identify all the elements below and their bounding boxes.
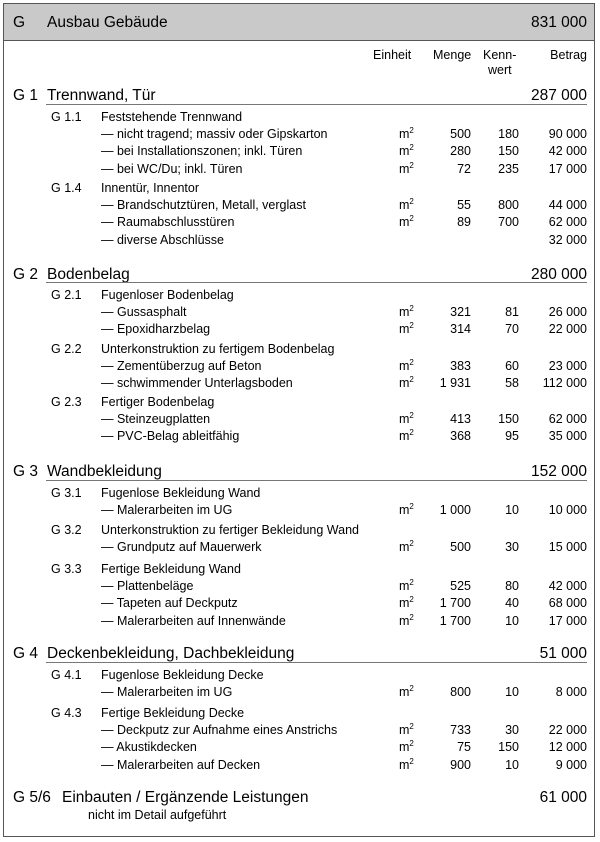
group-code: G 1.1 — [51, 110, 82, 124]
item-quantity: 900 — [450, 758, 471, 772]
unit-exponent: 2 — [409, 721, 414, 731]
item-kennwert: 10 — [505, 685, 519, 699]
group-title: Fugenlose Bekleidung Decke — [101, 668, 264, 682]
item-quantity: 1 700 — [439, 614, 471, 628]
item-label: — Malerarbeiten auf Decken — [101, 758, 261, 772]
unit-base: m — [399, 740, 410, 754]
item-amount: 23 000 — [548, 359, 587, 373]
item-kennwert: 700 — [498, 215, 519, 229]
header-code: G — [13, 14, 26, 31]
unit-base: m — [399, 215, 410, 229]
unit-base: m — [399, 596, 410, 610]
item-unit — [399, 577, 414, 593]
item-label: — Malerarbeiten im UG — [101, 503, 233, 517]
item-quantity: 1 700 — [439, 596, 471, 610]
unit-exponent: 2 — [409, 612, 414, 622]
item-quantity: 55 — [457, 198, 471, 212]
item-label: — PVC-Belag ableitfähig — [101, 429, 240, 443]
item-unit — [399, 196, 414, 212]
section-title: Bodenbelag — [47, 266, 130, 283]
unit-base: m — [399, 198, 410, 212]
col-qty: Menge — [433, 48, 472, 62]
item-kennwert: 800 — [498, 198, 519, 212]
unit-exponent: 2 — [409, 738, 414, 748]
unit-exponent: 2 — [409, 756, 414, 766]
item-label: — Brandschutztüren, Metall, verglast — [101, 198, 306, 212]
section-code: G 3 — [13, 463, 38, 480]
item-quantity: 800 — [450, 685, 471, 699]
item-amount: 42 000 — [548, 579, 587, 593]
group-code: G 3.1 — [51, 486, 82, 500]
group-title: Feststehende Trennwand — [101, 110, 243, 124]
item-label: — bei Installationszonen; inkl. Türen — [101, 144, 303, 158]
item-kennwert: 150 — [498, 740, 519, 754]
group-title: Fertige Bekleidung Decke — [101, 706, 245, 720]
item-amount: 9 000 — [555, 758, 587, 772]
unit-base: m — [399, 758, 410, 772]
item-amount: 32 000 — [548, 233, 587, 247]
item-amount: 68 000 — [548, 596, 587, 610]
header-title: Ausbau Gebäude — [47, 14, 168, 31]
item-quantity: 280 — [450, 144, 471, 158]
item-amount: 8 000 — [555, 685, 587, 699]
item-unit — [399, 594, 414, 610]
unit-exponent: 2 — [409, 410, 414, 420]
unit-base: m — [399, 685, 410, 699]
section-title: Wandbekleidung — [47, 463, 162, 480]
item-unit — [399, 612, 414, 628]
item-kennwert: 58 — [505, 376, 519, 390]
item-quantity: 314 — [450, 322, 471, 336]
unit-base: m — [399, 144, 410, 158]
item-kennwert: 30 — [505, 723, 519, 737]
item-unit — [399, 142, 414, 158]
cost-sheet — [3, 3, 595, 837]
item-label: — Deckputz zur Aufnahme eines Anstrichs — [101, 723, 338, 737]
item-kennwert: 235 — [498, 162, 519, 176]
item-amount: 62 000 — [548, 412, 587, 426]
unit-base: m — [399, 322, 410, 336]
unit-base: m — [399, 359, 410, 373]
item-amount: 12 000 — [548, 740, 587, 754]
unit-base: m — [399, 429, 410, 443]
item-quantity: 383 — [450, 359, 471, 373]
item-unit — [399, 538, 414, 554]
section-title: Einbauten / Ergänzende Leistungen — [62, 789, 309, 806]
item-amount: 17 000 — [548, 162, 587, 176]
item-amount: 17 000 — [548, 614, 587, 628]
item-unit — [399, 303, 414, 319]
item-kennwert: 10 — [505, 758, 519, 772]
item-unit — [399, 320, 414, 336]
item-quantity: 368 — [450, 429, 471, 443]
group-title: Innentür, Innentor — [101, 181, 199, 195]
item-kennwert: 180 — [498, 127, 519, 141]
group-code: G 3.2 — [51, 523, 82, 537]
unit-exponent: 2 — [409, 142, 414, 152]
item-amount: 44 000 — [548, 198, 587, 212]
item-kennwert: 70 — [505, 322, 519, 336]
item-quantity: 1 000 — [439, 503, 471, 517]
header-total: 831 000 — [530, 14, 587, 31]
item-label: — nicht tragend; massiv oder Gipskarton — [101, 127, 328, 141]
item-unit — [399, 427, 414, 443]
item-unit — [399, 125, 414, 141]
item-label: — Raumabschlusstüren — [101, 215, 235, 229]
section-code: G 2 — [13, 266, 38, 283]
item-unit — [399, 501, 414, 517]
unit-exponent: 2 — [409, 320, 414, 330]
item-kennwert: 60 — [505, 359, 519, 373]
group-code: G 2.2 — [51, 342, 82, 356]
section-code: G 1 — [13, 87, 38, 104]
group-code: G 4.1 — [51, 668, 82, 682]
unit-exponent: 2 — [409, 427, 414, 437]
item-label: — schwimmender Unterlagsboden — [101, 376, 293, 390]
item-quantity: 89 — [457, 215, 471, 229]
item-unit — [399, 160, 414, 176]
unit-base: m — [399, 503, 410, 517]
group-code: G 3.3 — [51, 562, 82, 576]
section-total: 280 000 — [530, 266, 587, 283]
item-amount: 15 000 — [548, 540, 587, 554]
unit-exponent: 2 — [409, 213, 414, 223]
item-amount: 26 000 — [548, 305, 587, 319]
item-kennwert: 150 — [498, 144, 519, 158]
unit-exponent: 2 — [409, 357, 414, 367]
item-label: — Malerarbeiten auf Innenwände — [101, 614, 286, 628]
item-label: — diverse Abschlüsse — [101, 233, 224, 247]
col-amount: Betrag — [550, 48, 587, 62]
group-code: G 2.1 — [51, 288, 82, 302]
item-quantity: 733 — [450, 723, 471, 737]
unit-base: m — [399, 162, 410, 176]
unit-base: m — [399, 723, 410, 737]
item-quantity: 525 — [450, 579, 471, 593]
unit-exponent: 2 — [409, 577, 414, 587]
item-label: — Gussasphalt — [101, 305, 187, 319]
item-unit — [399, 357, 414, 373]
group-title: Fugenlose Bekleidung Wand — [101, 486, 261, 500]
item-amount: 10 000 — [548, 503, 587, 517]
unit-base: m — [399, 305, 410, 319]
section-divider — [46, 104, 587, 105]
unit-base: m — [399, 127, 410, 141]
item-label: — Steinzeugplatten — [101, 412, 211, 426]
section-title: Deckenbekleidung, Dachbekleidung — [47, 645, 295, 662]
unit-exponent: 2 — [409, 374, 414, 384]
item-unit — [399, 374, 414, 390]
item-unit — [399, 213, 414, 229]
item-quantity: 413 — [450, 412, 471, 426]
unit-exponent: 2 — [409, 683, 414, 693]
col-unit: Einheit — [373, 48, 412, 62]
item-kennwert: 30 — [505, 540, 519, 554]
unit-exponent: 2 — [409, 501, 414, 511]
item-label: — Grundputz auf Mauerwerk — [101, 540, 262, 554]
item-amount: 22 000 — [548, 322, 587, 336]
item-quantity: 75 — [457, 740, 471, 754]
item-label: — Tapeten auf Deckputz — [101, 596, 238, 610]
item-quantity: 321 — [450, 305, 471, 319]
item-quantity: 500 — [450, 127, 471, 141]
item-unit — [399, 410, 414, 426]
section-total: 287 000 — [530, 87, 587, 104]
section-divider — [46, 282, 587, 283]
unit-exponent: 2 — [409, 125, 414, 135]
group-code: G 1.4 — [51, 181, 82, 195]
item-kennwert: 10 — [505, 503, 519, 517]
item-amount: 62 000 — [548, 215, 587, 229]
section-code: G 4 — [13, 645, 38, 662]
unit-base: m — [399, 540, 410, 554]
unit-exponent: 2 — [409, 160, 414, 170]
section-divider — [46, 662, 587, 663]
unit-exponent: 2 — [409, 196, 414, 206]
section-note: nicht im Detail aufgeführt — [88, 808, 227, 822]
section-code: G 5/6 — [13, 789, 51, 806]
unit-exponent: 2 — [409, 538, 414, 548]
item-label: — Zementüberzug auf Beton — [101, 359, 262, 373]
item-label: — Malerarbeiten im UG — [101, 685, 233, 699]
item-label: — bei WC/Du; inkl. Türen — [101, 162, 243, 176]
item-amount: 90 000 — [548, 127, 587, 141]
unit-base: m — [399, 412, 410, 426]
item-unit — [399, 721, 414, 737]
item-unit — [399, 738, 414, 754]
section-total: 61 000 — [539, 789, 587, 806]
item-label: — Plattenbeläge — [101, 579, 194, 593]
item-amount: 22 000 — [548, 723, 587, 737]
item-kennwert: 80 — [505, 579, 519, 593]
item-kennwert: 150 — [498, 412, 519, 426]
unit-base: m — [399, 614, 410, 628]
item-amount: 35 000 — [548, 429, 587, 443]
section-title: Trennwand, Tür — [47, 87, 156, 104]
item-unit — [399, 683, 414, 699]
item-kennwert: 40 — [505, 596, 519, 610]
group-code: G 2.3 — [51, 395, 82, 409]
item-unit — [399, 756, 414, 772]
group-code: G 4.3 — [51, 706, 82, 720]
item-quantity: 1 931 — [439, 376, 471, 390]
section-total: 152 000 — [530, 463, 587, 480]
section-divider — [46, 480, 587, 481]
unit-exponent: 2 — [409, 594, 414, 604]
item-label: — Akustikdecken — [101, 740, 197, 754]
item-kennwert: 81 — [505, 305, 519, 319]
group-title: Unterkonstruktion zu fertiger Bekleidung Wand — [101, 523, 360, 537]
unit-base: m — [399, 579, 410, 593]
item-quantity: 72 — [457, 162, 471, 176]
unit-exponent: 2 — [409, 303, 414, 313]
unit-base: m — [399, 376, 410, 390]
section-total: 51 000 — [539, 645, 587, 662]
group-title: Unterkonstruktion zu fertigem Bodenbelag — [101, 342, 335, 356]
item-label: — Epoxidharzbelag — [101, 322, 211, 336]
item-amount: 112 000 — [542, 376, 587, 390]
item-amount: 42 000 — [548, 144, 587, 158]
group-title: Fertiger Bodenbelag — [101, 395, 215, 409]
group-title: Fertige Bekleidung Wand — [101, 562, 241, 576]
col-kennwert-2: wert — [488, 63, 512, 77]
item-kennwert: 95 — [505, 429, 519, 443]
col-kennwert-1: Kenn- — [483, 48, 517, 62]
item-kennwert: 10 — [505, 614, 519, 628]
item-quantity: 500 — [450, 540, 471, 554]
group-title: Fugenloser Bodenbelag — [101, 288, 234, 302]
